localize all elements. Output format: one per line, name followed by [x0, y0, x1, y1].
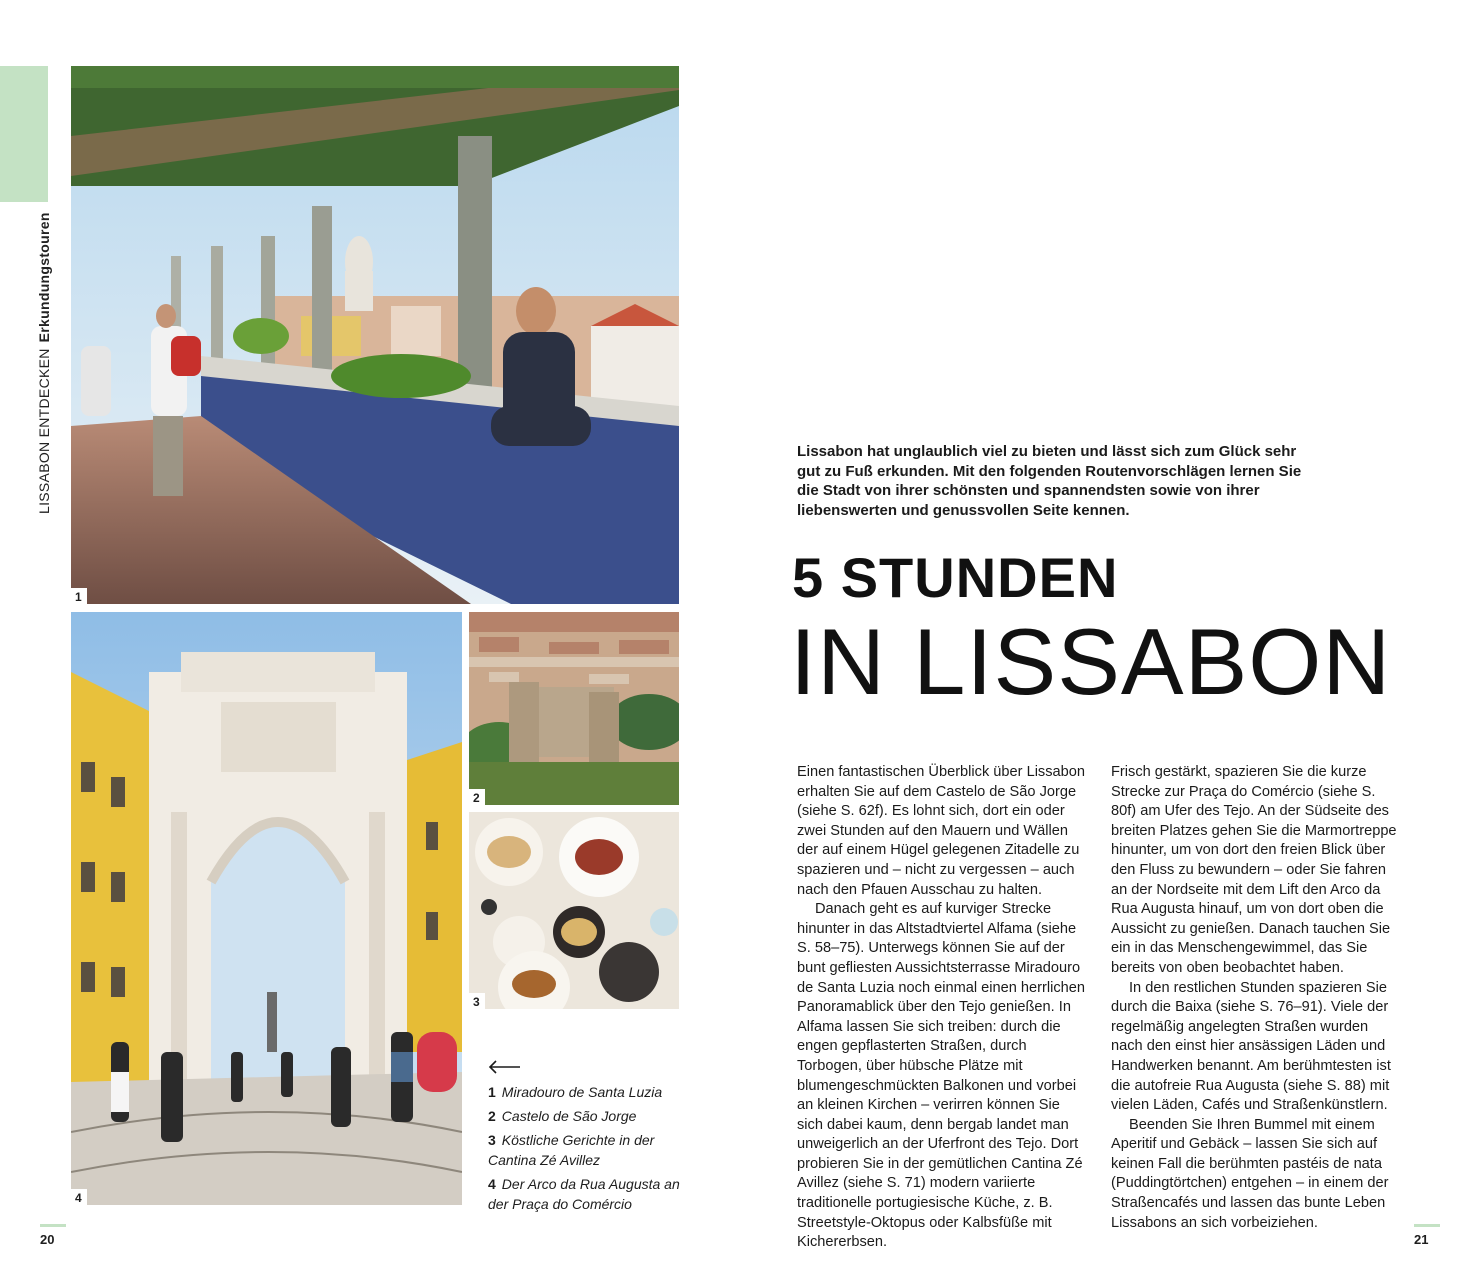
paragraph: Frisch gestärkt, spazieren Sie die kurze Strecke zur Praça do Comércio (siehe S. 80f) am Ufer des Tejo. An der Südseite des breiten Platzes gehen Sie die Marmortreppe hinunter, um von dort den freien Blick über den Fluss zu bewundern – oder Sie fahren an der Nordseite mit dem Lift den Arco da Rua Augusta hinauf, um von dort oben die Aussicht zu genießen. Danach tauchen Sie ein in das Menschengewimmel, das Sie bereits von oben beobachtet haben. [1111, 764, 1397, 976]
photo-number: 2 [469, 789, 485, 805]
page-number-right: 21 [1414, 1232, 1429, 1247]
intro-text: Lissabon hat unglaublich viel zu bieten und lässt sich zum Glück sehr gut zu Fuß erkunden. Mit den folgenden Routenvorschlägen lernen Sie die Stadt von ihrer schönsten und spannendsten sowie von ihrer liebenswerten und genussvollen Seite kennen. [797, 443, 1302, 519]
section-label [36, 212, 52, 514]
arrow-left-icon [488, 1058, 522, 1076]
photo-number: 4 [71, 1189, 87, 1205]
body-column-1 [797, 763, 1085, 1253]
title-line-1: 5 STUNDEN [792, 546, 1119, 609]
caption-item: 2 Castelo de São Jorge [488, 1108, 637, 1124]
section-name: LISSABON ENTDECKEN [36, 348, 52, 514]
photo-number: 3 [469, 993, 485, 1009]
body-column-2 [1111, 763, 1399, 1233]
paragraph: Danach geht es auf kurviger Strecke hinunter in das Altstadtviertel Alfama (siehe S. 58–75). Unterwegs können Sie auf der bunt gefliesten Aussichtsterrasse Miradouro de Santa Luzia noch einmal einen herrlichen Panoramablick über den Tejo genießen. In Alfama lassen Sie sich treiben: durch die engen gepflasterten Straßen, durch Torbogen, über hübsche Plätze mit blumengeschmückten Balkonen und vorbei an kleinen Kirchen – verirren können Sie sich dabei kaum, denn bergab landet man unweigerlich an der Uferfront des Tejo. Dort probieren Sie in der gemütlichen Cantina Zé Avillez (siehe S. 71) modern variierte traditionelle portugiesische Küche, z. B. Streetstyle-Oktopus oder Kalbsfüße mit Kichererbsen. [797, 901, 1086, 1251]
photo-castelo [469, 612, 679, 805]
photo-miradouro [71, 66, 679, 604]
caption-item: 4 Der Arco da Rua Augusta an der Praça do Comércio [488, 1176, 680, 1212]
paragraph: Beenden Sie Ihren Bummel mit einem Aperitif und Gebäck – lassen Sie sich auf keinen Fall die berühmten pastéis de nata (Puddingtörtchen) entgehen – in einem der Straßencafés und lassen das bunte Leben Lissabons an sich vorbeiziehen. [1111, 1116, 1389, 1231]
section-tab [0, 66, 48, 202]
caption-item: 1 Miradouro de Santa Luzia [488, 1084, 663, 1100]
photo-arco-rua-augusta [71, 612, 462, 1205]
photo-number: 1 [71, 588, 87, 604]
title-line-2: IN LISSABON [790, 609, 1392, 714]
caption-item: 3 Köstliche Gerichte in der Cantina Zé Avillez [488, 1132, 655, 1168]
paragraph: In den restlichen Stunden spazieren Sie durch die Baixa (siehe S. 76–91). Viele der regelmäßig angelegten Straßen wurden nach den einst hier ansässigen Läden und Handwerken benannt. Am berühmtesten ist die autofreie Rua Augusta (siehe S. 88) mit vielen Läden, Cafés und Straßenkünstlern. [1111, 979, 1391, 1114]
photo-captions [488, 1082, 688, 1218]
photo-cantina-food [469, 812, 679, 1009]
paragraph: Einen fantastischen Überblick über Lissabon erhalten Sie auf dem Castelo de São Jorge (siehe S. 62f). Es lohnt sich, dort ein oder zwei Stunden auf den Mauern und Wällen der auf einem Hügel gelegenen Zitadelle zu spazieren und – nicht zu vergessen – auch nach den Pfauen Ausschau zu halten. [797, 764, 1085, 898]
page-number-left: 20 [40, 1232, 55, 1247]
subsection-name: Erkundungstouren [36, 212, 52, 343]
